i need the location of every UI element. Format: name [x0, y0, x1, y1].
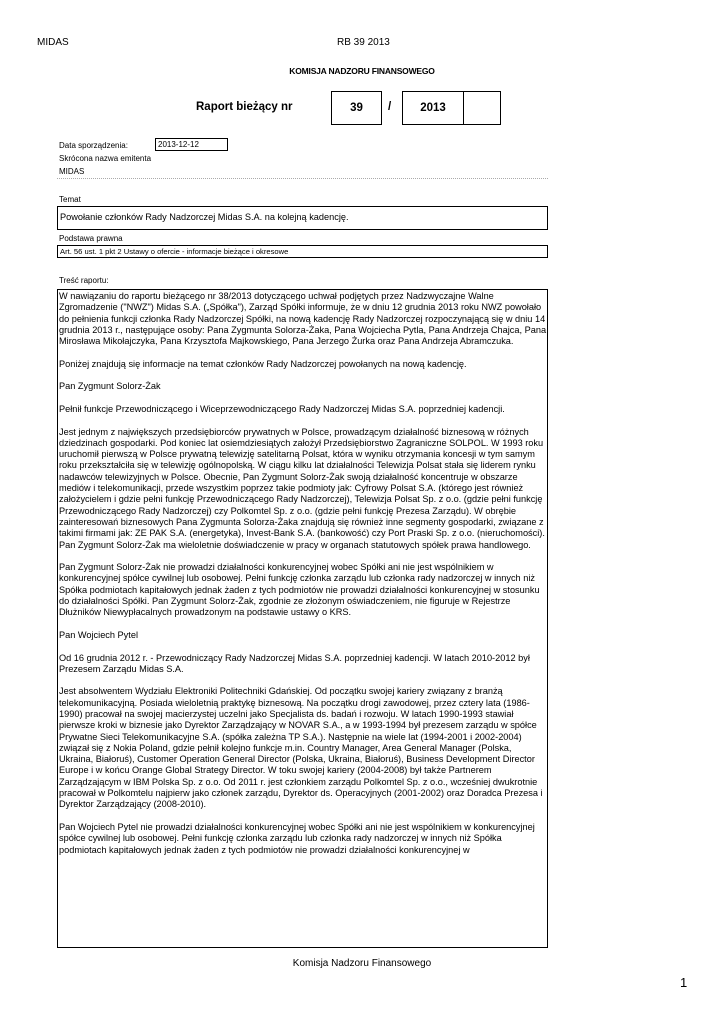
report-year: 2013 — [420, 102, 446, 114]
date-field — [155, 138, 228, 151]
paragraph: Od 16 grudnia 2012 r. - Przewodniczący Rady Nadzorczej Midas S.A. poprzedniej kadencji. W latach 2010-2012 był Prezesem Zarządu Midas S.A. — [59, 652, 530, 674]
report-label: Raport bieżący nr — [196, 101, 293, 113]
footer: Komisja Nadzoru Finansowego — [292, 958, 432, 969]
date-label: Data sporządzenia: — [59, 141, 128, 150]
legal-basis-value: Art. 56 ust. 1 pkt 2 Ustawy o ofercie - informacje bieżące i okresowe — [60, 247, 289, 256]
paragraph: Jest jednym z największych przedsiębiorców prywatnych w Polsce, prowadzącym działalność biznesową w różnych dziedzinach gospodarki. Pod koniec lat osiemdziesiątych założył Przedsiębiorstwo Zagraniczne SOLPOL. W 1993 roku uruchomił pierwszą w Polsce prywatną telewizję satelitarną Polsat, która w wyniku otrzymania koncesji w tym samym roku przekształciła się w telewizję ogólnopolską. W ciągu kilku lat działalności Telewizja Polsat stała się liderem rynku nadawców telewizyjnych w Polsce. Obecnie, Pan Zygmunt Solorz-Żak swoją działalność koncentruje w obszarze mediów i telekomunikacji, przede wszystkim poprzez takie podmioty jak: Cyfrowy Polsat S.A. (którego jest również założycielem i gdzie pełni funkcję Przewodniczącego Rady Nadzorczej), Telewizja Polsat Sp. z o.o. (gdzie pełni funkcję Przewodniczącego Rady Nadzorczej) czy Polkomtel Sp. z o.o. (gdzie pełni funkcję Prezesa Zarządu). W obrębie zainteresowań biznesowych Pana Zygmunta Solorza-Żaka znajdują się również inne segmenty gospodarki, związane z takimi firmami jak: ZE PAK S.A. (energetyka), Invest-Bank S.A. (bankowość) czy Port Praski Sp. z o.o. (nieruchomości). Pan Zygmunt Solorz-Żak ma wieloletnie doświadczenie w pracy w organach statutowych spółek prawa handlowego. — [59, 426, 545, 550]
divider — [57, 178, 548, 179]
header-report-id: RB 39 2013 — [337, 37, 390, 48]
paragraph: W nawiązaniu do raportu bieżącego nr 38/2013 dotyczącego uchwał podjętych przez Nadzwyczajne Walne Zgromadzenie ("NWZ") Midas S.A. („Spółka"), Zarząd Spółki informuje, że w dniu 12 grudnia 2013 roku NWZ powołało do pełnienia funkcji członka Rady Nadzorczej Spółki, na nową kadencję Rady Nadzorczej rozpoczynającą się w dniu 14 grudnia 2013 r., następujące osoby: Pana Zygmunta Solorza-Żaka, Pana Wojciecha Pytla, Pana Andrzeja Chajca, Pana Mirosława Mikołajczyka, Pana Krzysztofa Majkowskiego, Pana Jerzego Żurka oraz Pana Andrzeja Abramczuka. — [59, 291, 547, 347]
report-number-box — [331, 91, 382, 125]
subject-field — [57, 206, 548, 230]
report-slash: / — [388, 101, 392, 113]
issuer-short-value: MIDAS — [59, 167, 85, 176]
report-year-box — [402, 91, 464, 125]
date-value: 2013-12-12 — [158, 140, 199, 149]
report-number: 39 — [350, 102, 363, 114]
report-content — [57, 289, 548, 948]
legal-basis-label: Podstawa prawna — [59, 234, 123, 243]
paragraph: Poniżej znajdują się informacje na temat członków Rady Nadzorczej powołanych na nową kadencję. — [59, 358, 467, 369]
issuer-short-label: Skrócona nazwa emitenta — [59, 154, 152, 163]
report-extra-box — [463, 91, 501, 125]
content-label: Treść raportu: — [59, 276, 109, 285]
header-issuer: MIDAS — [37, 37, 69, 48]
paragraph: Pan Zygmunt Solorz-Żak — [59, 381, 161, 392]
page-number: 1 — [680, 975, 688, 990]
paragraph: Pan Wojciech Pytel nie prowadzi działalności konkurencyjnej wobec Spółki ani nie jest wspólnikiem w konkurencyjnej spółce cywilnej lub osobowej. Pełni funkcję członka zarządu lub członka rady nadzorczej w innych niż Spółka podmiotach kapitałowych jednak żaden z tych podmiotów nie prowadzi działalności konkurencyjnej w — [59, 821, 535, 855]
org-title: KOMISJA NADZORU FINANSOWEGO — [289, 66, 435, 76]
paragraph: Pan Zygmunt Solorz-Żak nie prowadzi działalności konkurencyjnej wobec Spółki ani nie jest wspólnikiem w konkurencyjnej spółce cywilnej lub osobowej. Pełni funkcję członka zarządu lub członka rady nadzorczej w innych niż Spółka podmiotach kapitałowych jednak żaden z tych podmiotów nie prowadzi działalności konkurencyjnej w stosunku do działalności Spółki. Pan Zygmunt Solorz-Żak, zgodnie ze złożonym oświadczeniem, nie figuruje w Rejestrze Dłużników Niewypłacalnych prowadzonym na podstawie ustawy o KRS. — [59, 562, 540, 618]
subject-label: Temat — [59, 195, 81, 204]
paragraph: Pełnił funkcje Przewodniczącego i Wiceprzewodniczącego Rady Nadzorczej Midas S.A. poprzedniej kadencji. — [59, 403, 505, 414]
legal-basis-field — [57, 245, 548, 258]
subject-value: Powołanie członków Rady Nadzorczej Midas S.A. na kolejną kadencję. — [60, 212, 349, 222]
paragraph: Pan Wojciech Pytel — [59, 629, 138, 640]
paragraph: Jest absolwentem Wydziału Elektroniki Politechniki Gdańskiej. Od początku swojej kariery związany z branżą telekomunikacyjną. Posiada wieloletnią praktykę biznesową. Na początku drogi zawodowej, przez cztery lata (1986-1990) pracował na swojej macierzystej uczelni jako Specjalista ds. badań i rozwoju. W latach 1990-1993 stawiał pierwsze kroki w biznesie jako Dyrektor Zarządzający w NOVAR S.A., a w 1993-1994 był prezesem zarządu w spółce Prywatne Sieci Telekomunikacyjne S.A. (spółka zależna TP S.A.). Następnie na wiele lat (1994-2001 i 2002-2004) związał się z Nokia Poland, gdzie pełnił kolejno funkcje m.in. Country Manager, Area General Manager (Polska, Ukraina, Białoruś), Customer Operation General Director (Polska, Ukraina, Białoruś), Business Development Director Europe i w końcu Orange Global Strategy Director. W toku swojej kariery (2004-2008) był także Partnerem Zarządzającym w IBM Polska Sp. z o.o. Od 2011 r. jest członkiem zarządu Polkomtel Sp. z o.o., wcześniej dwukrotnie pracował w Polkomtelu najpierw jako członek zarządu, Dyrektor ds. Operacyjnych (2001-2002) oraz Doradca Prezesa i Dyrektor Zarządzający (2008-2010). — [59, 686, 543, 810]
